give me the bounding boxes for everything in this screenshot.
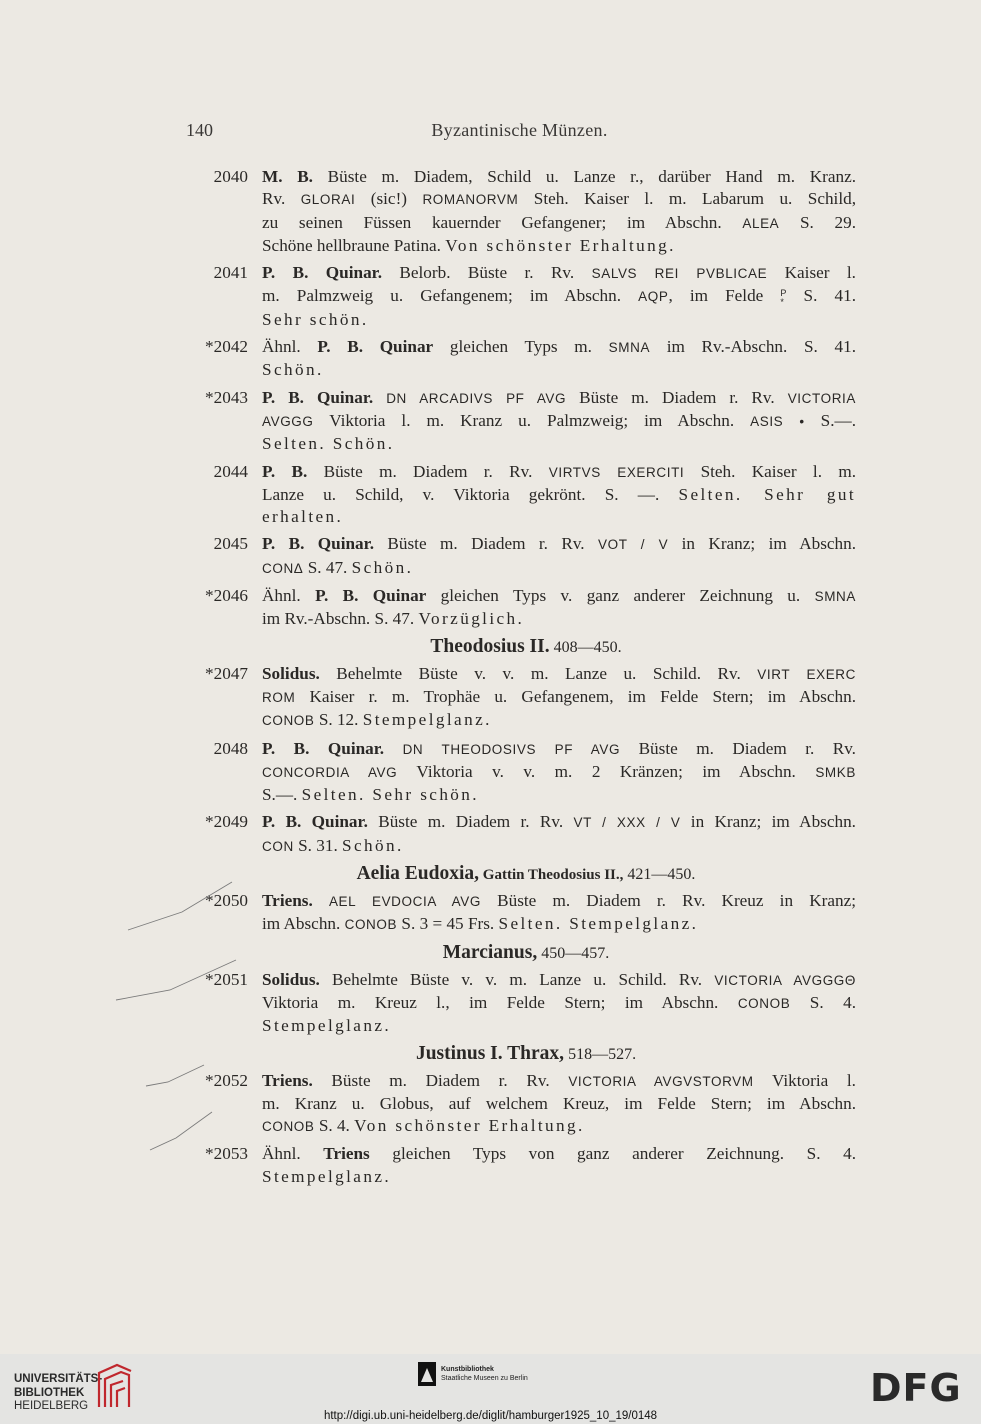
entry-text: gleichen Typs von ganz anderer Zeichnung. S. 4. — [369, 1144, 856, 1164]
ruler-name: Theodosius II. — [430, 635, 550, 657]
entry-number: *2052 — [205, 1070, 248, 1090]
entry-text: Lanze u. Schild, v. Viktoria gekrönt. S. —. — [262, 484, 679, 504]
entry-text: Selten. Stempelglanz. — [498, 914, 699, 934]
entry-text: VT / XXX / V — [573, 815, 681, 831]
entry-text: P. B. Quinar. — [262, 812, 368, 832]
dfg-logo[interactable]: DFG — [870, 1366, 962, 1410]
entry-number: 2041 — [213, 263, 248, 283]
ruler-heading — [186, 863, 856, 885]
catalog-entry — [186, 738, 856, 807]
uni-logo-line3: HEIDELBERG — [14, 1400, 89, 1412]
entry-text: P. B. Quinar — [317, 337, 434, 357]
entry-text: gleichen Typs v. ganz anderer Zeichnung u. — [426, 586, 815, 606]
entry-text: CONCORDIA AVG — [262, 764, 398, 780]
ruler-heading — [186, 1043, 856, 1065]
kunstbibliothek-logo[interactable] — [441, 1365, 528, 1383]
entry-line — [262, 761, 856, 784]
entry-text: VICTORIA — [787, 390, 856, 406]
entry-text: Schöne hellbraune Patina. — [262, 235, 446, 255]
entry-line — [262, 913, 856, 936]
entry-text: Selten. Sehr gut — [678, 484, 856, 504]
entry-line — [262, 309, 856, 331]
entry-line — [262, 709, 856, 732]
entry-text: SMNA — [814, 589, 856, 605]
entry-line — [262, 461, 856, 484]
entry-line — [262, 1070, 856, 1093]
entry-text: Büste m. Diadem r. Rv. — [374, 534, 599, 554]
entry-text: P. B. Quinar. — [262, 387, 374, 407]
catalog-entry — [186, 461, 856, 529]
entry-text: Schön. — [342, 835, 404, 855]
catalog-entry — [186, 585, 856, 631]
entry-line — [262, 235, 856, 257]
catalog-entry — [186, 890, 856, 937]
entry-text: Behelmte Büste v. v. m. Lanze u. Schild. Rv. — [319, 969, 715, 989]
entry-text: Triens — [323, 1144, 370, 1164]
entry-number: *2051 — [205, 969, 248, 989]
catalog-entry — [186, 387, 856, 456]
ruler-subtitle: Gattin Theodosius II., — [479, 867, 624, 884]
entry-text: VIRTVS EXERCITI — [548, 464, 685, 480]
entry-line — [262, 890, 856, 913]
entry-line — [262, 608, 856, 630]
page-number: 140 — [186, 120, 213, 140]
entry-line — [262, 533, 856, 556]
kb-line2: Staatliche Museen zu Berlin — [441, 1375, 528, 1382]
footer-bar — [0, 1354, 981, 1424]
entry-line — [262, 1015, 856, 1037]
entry-line — [262, 188, 856, 211]
entry-line — [262, 784, 856, 806]
entry-text: , im Felde — [668, 286, 781, 306]
entry-line — [262, 410, 856, 433]
entry-text: S.—. — [262, 785, 302, 805]
entry-text: Von schönster Erhaltung. — [445, 235, 676, 255]
entry-text: Büste m. Diadem r. Rv. Kreuz in Kranz; — [480, 891, 856, 911]
entry-text: S. 4. — [314, 1116, 355, 1136]
entry-line — [262, 992, 856, 1015]
entry-text: Ähnl. — [262, 337, 318, 357]
entry-text: AEL EVDOCIA AVG — [328, 894, 481, 910]
entry-text: DN THEODOSIVS PF AVG — [402, 741, 621, 757]
entry-line — [262, 811, 856, 834]
entry-text: CONOB — [262, 713, 315, 729]
entry-text: S. 4. — [790, 992, 856, 1012]
entry-number: *2042 — [205, 337, 248, 357]
entry-text: Steh. Kaiser l. m. — [684, 461, 856, 481]
entry-text: (sic!) — [355, 189, 423, 209]
entry-text: im Abschn. — [262, 914, 345, 934]
entry-number: 2045 — [213, 534, 248, 554]
entry-text: Selten. Sehr schön. — [301, 785, 479, 805]
entry-line — [262, 336, 856, 359]
entry-text: Büste m. Diadem, Schild u. Lanze r., darüber Hand m. Kranz. — [312, 167, 856, 186]
uni-logo-line1: UNIVERSITÄTS- — [14, 1373, 103, 1385]
entry-text: P. B. Quinar. — [262, 534, 375, 554]
university-library-logo[interactable] — [14, 1373, 102, 1414]
entry-text: CONOB — [262, 1119, 315, 1135]
ruler-name: Justinus I. Thrax, — [415, 1042, 565, 1064]
entry-line — [262, 585, 856, 608]
entry-text: P. B. Quinar — [315, 586, 427, 606]
entry-text: AQP — [638, 289, 669, 305]
entry-text: Ähnl. — [262, 1144, 324, 1164]
entry-text: Schön. — [262, 360, 324, 380]
catalog-entry — [186, 969, 856, 1038]
entry-text: CONOB — [344, 917, 398, 933]
entry-line — [262, 1115, 856, 1138]
kb-line1: Kunstbibliothek — [441, 1366, 494, 1373]
university-seal-icon — [95, 1359, 135, 1411]
entry-text: gleichen Typs m. — [433, 337, 609, 357]
entry-text: Rv. — [262, 189, 301, 209]
entry-text: CONOB — [737, 995, 791, 1011]
kunstbibliothek-icon — [418, 1362, 436, 1386]
entry-text: in Kranz; im Abschn. — [680, 812, 856, 832]
entry-text: P. B. — [262, 461, 308, 481]
entry-text: Triens. — [262, 891, 313, 911]
entry-line — [262, 686, 856, 709]
ruler-name: Aelia Eudoxia, — [356, 863, 480, 885]
entry-text: Belorb. Büste r. Rv. — [382, 263, 592, 283]
catalog-entries — [186, 166, 856, 1193]
entry-text: Solidus. — [262, 969, 320, 989]
entry-text: Viktoria m. Kreuz l., im Felde Stern; im Abschn. — [262, 992, 738, 1012]
entry-number: *2043 — [205, 387, 248, 407]
catalog-entry — [186, 811, 856, 858]
entry-text: Kaiser r. m. Trophäe u. Gefangenem, im Felde Stern; im Abschn. — [295, 686, 856, 706]
entry-line — [262, 212, 856, 235]
ruler-years: 408—450. — [549, 638, 622, 656]
ruler-heading — [186, 636, 856, 658]
entry-text: Viktoria v. v. m. 2 Kränzen; im Abschn. — [397, 761, 816, 781]
ruler-years: 450—457. — [537, 944, 610, 962]
running-title: Byzantinische Münzen. — [431, 120, 608, 140]
entry-text: VOT / V — [598, 537, 669, 553]
entry-line — [262, 1143, 856, 1165]
entry-text: Viktoria l. m. Kranz u. Palmzweig; im Abschn. — [313, 410, 751, 430]
entry-text: Triens. — [262, 1070, 313, 1090]
entry-line — [262, 738, 856, 761]
entry-text: im Rv.-Abschn. S. 41. — [650, 337, 857, 357]
entry-text: DN ARCADIVS PF AVG — [386, 390, 567, 406]
permalink-url[interactable]: http://digi.ub.uni-heidelberg.de/diglit/hamburger1925_10_19/0148 — [323, 1410, 658, 1422]
entry-line — [262, 506, 856, 528]
entry-number: 2040 — [213, 167, 248, 186]
entry-text: P. B. Quinar. — [262, 738, 385, 758]
entry-text: Solidus. — [262, 663, 320, 683]
entry-text: Büste m. Diadem r. Rv. — [367, 812, 574, 832]
catalog-entry — [186, 533, 856, 580]
entry-text: M. B. — [262, 167, 313, 186]
entry-text: Büste m. Diadem r. Rv. — [566, 387, 788, 407]
entry-text: erhalten. — [262, 507, 344, 527]
entry-text: S. 29. — [779, 212, 856, 232]
entry-text: CON — [262, 838, 294, 854]
entry-text: Sehr schön. — [262, 309, 369, 329]
entry-line — [262, 433, 856, 455]
entry-text: VICTORIA AVGGGΘ — [714, 972, 856, 988]
entry-text: im Rv.-Abschn. S. 47. — [262, 609, 419, 629]
entry-text: SALVS REI PVBLICAE — [591, 266, 768, 282]
entry-text: S. 41. — [786, 286, 856, 306]
entry-text: Selten. Schön. — [262, 434, 395, 454]
entry-line — [262, 285, 856, 308]
entry-number: *2047 — [205, 663, 248, 683]
entry-line — [262, 484, 856, 506]
entry-text: VIRT EXERC — [757, 666, 856, 682]
entry-number: *2053 — [205, 1144, 248, 1164]
entry-text — [313, 891, 329, 910]
entry-text: Vorzüglich. — [418, 609, 525, 629]
entry-number: 2048 — [213, 738, 248, 758]
entry-text: Ähnl. — [262, 586, 316, 606]
uni-logo-line2: BIBLIOTHEK — [14, 1386, 85, 1399]
entry-text: Stempelglanz. — [262, 1016, 392, 1036]
entry-text: SMNA — [608, 340, 651, 356]
catalog-entry — [186, 336, 856, 382]
entry-line — [262, 835, 856, 858]
catalog-entry — [186, 166, 856, 257]
entry-line — [262, 557, 856, 580]
entry-text: CONΔ — [262, 560, 304, 576]
entry-text: in Kranz; im Abschn. — [668, 534, 856, 554]
entry-line — [262, 166, 856, 188]
entry-line — [262, 1166, 856, 1188]
entry-text: Behelmte Büste v. v. m. Lanze u. Schild. Rv. — [319, 663, 758, 683]
catalog-entry — [186, 262, 856, 331]
entry-text: Büste m. Diadem r. Rv. — [620, 738, 856, 758]
entry-line — [262, 1093, 856, 1115]
field-mark: P * — [780, 287, 787, 307]
entry-text: Von schönster Erhaltung. — [354, 1116, 585, 1136]
catalog-entry — [186, 1143, 856, 1188]
entry-text: S. 3 = 45 Frs. — [397, 914, 499, 934]
entry-line — [262, 663, 856, 686]
entry-text: S.—. — [804, 410, 857, 430]
entry-line — [262, 969, 856, 992]
entry-line — [262, 262, 856, 285]
entry-line — [262, 359, 856, 381]
entry-text: Kaiser l. — [767, 263, 856, 283]
entry-text: S. 47. — [303, 557, 352, 577]
entry-number: *2050 — [205, 891, 248, 911]
entry-text: P. B. Quinar. — [262, 263, 383, 283]
entry-text: ROMANORVM — [422, 192, 519, 208]
entry-text: GLORAI — [300, 192, 356, 208]
entry-number: *2046 — [205, 586, 248, 606]
entry-text: ROM — [262, 689, 296, 705]
entry-text: Büste m. Diadem r. Rv. — [307, 461, 549, 481]
entry-text: ASIS • — [750, 413, 805, 429]
catalog-entry — [186, 1070, 856, 1139]
entry-text: Stempelglanz. — [362, 710, 492, 730]
entry-text — [384, 739, 402, 758]
entry-text: VICTORIA AVGVSTORVM — [568, 1073, 754, 1089]
entry-text: zu seinen Füssen kauernder Gefangener; im Abschn. — [262, 212, 743, 232]
entry-text: m. Palmzweig u. Gefangenem; im Abschn. — [262, 286, 639, 306]
entry-text: Viktoria l. — [753, 1070, 856, 1090]
entry-text: m. Kranz u. Globus, auf welchem Kreuz, im Felde Stern; im Abschn. — [262, 1093, 856, 1113]
entry-text: S. 31. — [293, 835, 343, 855]
entry-line — [262, 387, 856, 410]
ruler-heading — [186, 942, 856, 964]
entry-text: AVGGG — [262, 413, 314, 429]
entry-text: Steh. Kaiser l. m. Labarum u. Schild, — [518, 189, 856, 209]
entry-text: ALEA — [742, 215, 780, 231]
entry-text: Stempelglanz. — [262, 1166, 392, 1186]
catalog-entry — [186, 663, 856, 733]
entry-text: SMKB — [815, 764, 856, 780]
ruler-years: 518—527. — [564, 1045, 637, 1063]
entry-number: *2049 — [205, 812, 248, 832]
entry-text: S. 12. — [314, 710, 363, 730]
entry-text — [373, 388, 386, 407]
ruler-years: 421—450. — [623, 866, 696, 884]
entry-number: 2044 — [213, 461, 248, 481]
ruler-name: Marcianus, — [442, 941, 538, 963]
entry-text: Schön. — [351, 557, 414, 577]
entry-text: Büste m. Diadem r. Rv. — [312, 1070, 569, 1090]
